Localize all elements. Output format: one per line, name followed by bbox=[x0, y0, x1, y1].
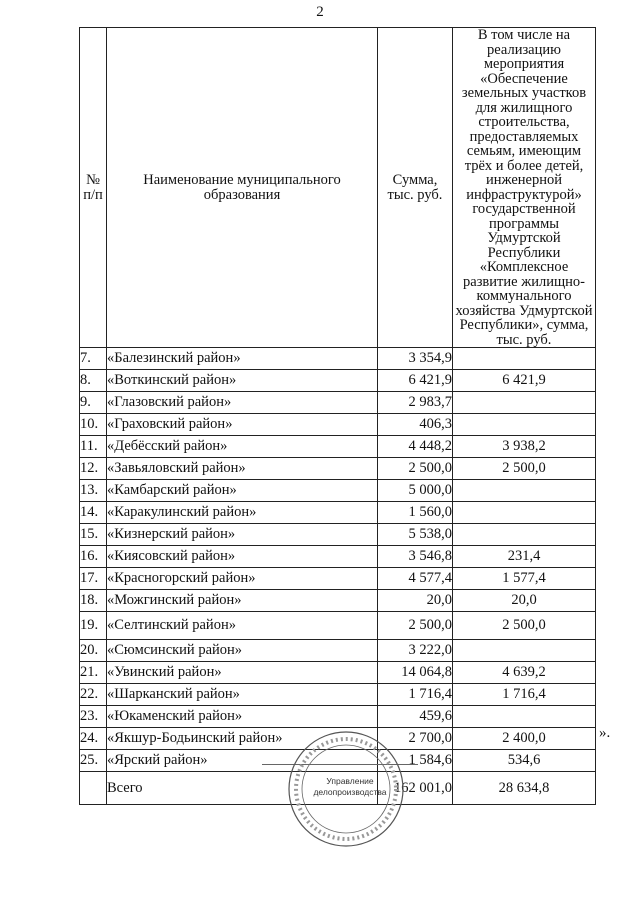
row-num: 9. bbox=[80, 392, 107, 414]
row-num: 15. bbox=[80, 524, 107, 546]
allocation-table bbox=[79, 27, 596, 805]
row-sum: 14 064,8 bbox=[378, 662, 453, 684]
header-name: Наименование муниципального образования bbox=[107, 28, 378, 348]
row-sum: 3 546,8 bbox=[378, 546, 453, 568]
row-num: 17. bbox=[80, 568, 107, 590]
seal-label-line2: делопроизводства bbox=[313, 786, 387, 797]
row-name: «Увинский район» bbox=[107, 662, 378, 684]
row-sum: 1 560,0 bbox=[378, 502, 453, 524]
row-name: «Шарканский район» bbox=[107, 684, 378, 706]
row-including bbox=[453, 392, 596, 414]
row-num: 16. bbox=[80, 546, 107, 568]
row-name: «Камбарский район» bbox=[107, 480, 378, 502]
seal-label-line1: Управление bbox=[326, 776, 374, 786]
row-sum: 2 500,0 bbox=[378, 612, 453, 640]
table-row bbox=[80, 706, 596, 728]
row-name: «Кизнерский район» bbox=[107, 524, 378, 546]
row-sum: 2 700,0 bbox=[378, 728, 453, 750]
row-name: «Киясовский район» bbox=[107, 546, 378, 568]
table-row bbox=[80, 640, 596, 662]
row-name: «Каракулинский район» bbox=[107, 502, 378, 524]
table-row bbox=[80, 524, 596, 546]
row-including: 2 400,0 bbox=[453, 728, 596, 750]
row-name: «Дебёсский район» bbox=[107, 436, 378, 458]
row-num: 12. bbox=[80, 458, 107, 480]
row-sum: 2 500,0 bbox=[378, 458, 453, 480]
row-name: «Воткинский район» bbox=[107, 370, 378, 392]
row-name: «Граховский район» bbox=[107, 414, 378, 436]
row-name: «Можгинский район» bbox=[107, 590, 378, 612]
row-including bbox=[453, 348, 596, 370]
header-num: № п/п bbox=[80, 28, 107, 348]
row-num: 25. bbox=[80, 750, 107, 772]
row-num: 18. bbox=[80, 590, 107, 612]
table-row bbox=[80, 662, 596, 684]
row-including: 20,0 bbox=[453, 590, 596, 612]
seal-label bbox=[296, 776, 404, 797]
header-including: В том числе на реализацию мероприятия «Обеспечение земельных участков для жилищного строительства, предоставляемых семьям, имеющим трёх и более детей, инженерной инфраструктурой» государственной программы Удмуртской Республики «Комплексное развитие жилищно-коммунального хозяйства Удмуртской Республики», сумма, тыс. руб. bbox=[453, 28, 596, 348]
row-name: «Якшур-Бодьинский район» bbox=[107, 728, 378, 750]
row-num: 23. bbox=[80, 706, 107, 728]
row-including: 231,4 bbox=[453, 546, 596, 568]
table-row bbox=[80, 612, 596, 640]
row-including bbox=[453, 414, 596, 436]
table-row bbox=[80, 590, 596, 612]
row-num: 22. bbox=[80, 684, 107, 706]
row-sum: 20,0 bbox=[378, 590, 453, 612]
row-name: «Селтинский район» bbox=[107, 612, 378, 640]
row-name: «Балезинский район» bbox=[107, 348, 378, 370]
table-row bbox=[80, 458, 596, 480]
table-row bbox=[80, 414, 596, 436]
row-sum: 4 577,4 bbox=[378, 568, 453, 590]
row-including bbox=[453, 706, 596, 728]
row-num: 8. bbox=[80, 370, 107, 392]
row-including bbox=[453, 524, 596, 546]
table-header-row bbox=[80, 28, 596, 348]
row-sum: 4 448,2 bbox=[378, 436, 453, 458]
row-name: «Юкаменский район» bbox=[107, 706, 378, 728]
table-row bbox=[80, 568, 596, 590]
row-num: 24. bbox=[80, 728, 107, 750]
row-name: «Глазовский район» bbox=[107, 392, 378, 414]
row-including: 6 421,9 bbox=[453, 370, 596, 392]
row-num: 10. bbox=[80, 414, 107, 436]
row-num: 19. bbox=[80, 612, 107, 640]
row-including bbox=[453, 480, 596, 502]
row-including: 3 938,2 bbox=[453, 436, 596, 458]
table-row bbox=[80, 392, 596, 414]
row-sum: 1 584,6 bbox=[378, 750, 453, 772]
row-name: «Завьяловский район» bbox=[107, 458, 378, 480]
row-name: «Красногорский район» bbox=[107, 568, 378, 590]
row-including: 534,6 bbox=[453, 750, 596, 772]
table-row bbox=[80, 684, 596, 706]
row-sum: 3 222,0 bbox=[378, 640, 453, 662]
row-num: 20. bbox=[80, 640, 107, 662]
row-sum: 459,6 bbox=[378, 706, 453, 728]
total-sum: 162 001,0 bbox=[378, 772, 453, 805]
row-including: 2 500,0 bbox=[453, 612, 596, 640]
row-sum: 2 983,7 bbox=[378, 392, 453, 414]
row-including: 1 716,4 bbox=[453, 684, 596, 706]
row-sum: 5 000,0 bbox=[378, 480, 453, 502]
table-row bbox=[80, 370, 596, 392]
table-row bbox=[80, 348, 596, 370]
row-num: 7. bbox=[80, 348, 107, 370]
row-including: 2 500,0 bbox=[453, 458, 596, 480]
row-num: 14. bbox=[80, 502, 107, 524]
row-sum: 1 716,4 bbox=[378, 684, 453, 706]
row-name: «Сюмсинский район» bbox=[107, 640, 378, 662]
row-sum: 3 354,9 bbox=[378, 348, 453, 370]
table-row bbox=[80, 436, 596, 458]
row-num: 11. bbox=[80, 436, 107, 458]
table-body bbox=[80, 348, 596, 772]
page-number: 2 bbox=[316, 4, 324, 20]
header-sum: Сумма, тыс. руб. bbox=[378, 28, 453, 348]
row-num: 21. bbox=[80, 662, 107, 684]
row-including bbox=[453, 640, 596, 662]
closing-quote-mark: ». bbox=[599, 725, 611, 741]
row-sum: 5 538,0 bbox=[378, 524, 453, 546]
row-including: 4 639,2 bbox=[453, 662, 596, 684]
total-num-cell bbox=[80, 772, 107, 805]
table-row bbox=[80, 546, 596, 568]
row-num: 13. bbox=[80, 480, 107, 502]
row-including: 1 577,4 bbox=[453, 568, 596, 590]
row-sum: 6 421,9 bbox=[378, 370, 453, 392]
row-including bbox=[453, 502, 596, 524]
table-row bbox=[80, 480, 596, 502]
row-name: «Ярский район» bbox=[107, 750, 378, 772]
row-sum: 406,3 bbox=[378, 414, 453, 436]
table-row bbox=[80, 502, 596, 524]
total-label: Всего bbox=[107, 772, 378, 805]
total-including: 28 634,8 bbox=[453, 772, 596, 805]
